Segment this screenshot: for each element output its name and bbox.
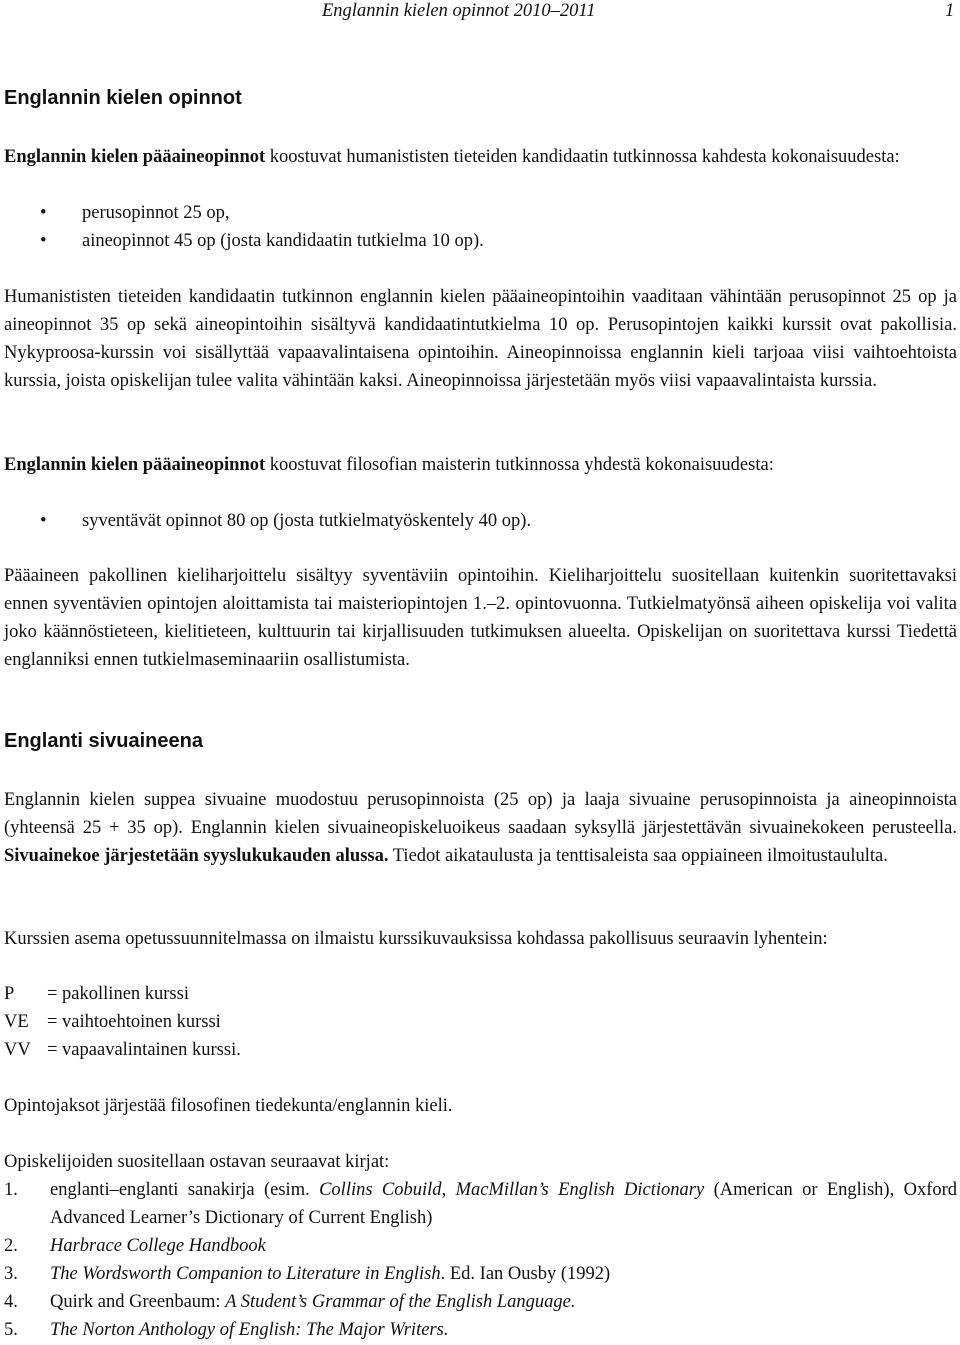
item-number: 2.: [4, 1236, 18, 1256]
intro-bold: Englannin kielen pääaineopinnot: [4, 147, 266, 167]
list-item: • syventävät opinnot 80 op (josta tutkielmatyöskentely 40 op).: [4, 507, 531, 535]
list-item: [4, 1232, 957, 1260]
practice-paragraph: Pääaineen pakollinen kieliharjoittelu sisältyy syventäviin opintoihin. Kieliharjoittelu suositellaan kuitenkin suoritettavaksi ennen syventävien opintojen aloittamista tai maisteriopintojen 1.–2. opintovuonna. Tutkielmatyönsä aiheen opiskelija voi valita joko käännöstieteen, kielitieteen, kulttuurin tai kirjallisuuden tutkimuksen alueelta. Opiskelijan on suoritettava kurssi Tiedettä englanniksi ennen tutkielmaseminaariin osallistumista.: [4, 566, 957, 670]
abbreviation-list: [4, 980, 241, 1064]
list-item: [4, 1316, 957, 1344]
list-item: [4, 1176, 957, 1232]
abbr-value: = vaihtoehtoinen kurssi: [47, 1012, 221, 1032]
minor-bold: Sivuainekoe järjestetään syyslukukauden alussa.: [4, 846, 389, 866]
book-title: The Norton Anthology of English: The Major Writers.: [50, 1320, 449, 1340]
book-title: Harbrace College Handbook: [50, 1236, 266, 1256]
abbreviation-row: [4, 980, 241, 1008]
book-title: MacMillan’s English Dictionary: [455, 1180, 705, 1200]
section-heading-english-studies: Englannin kielen opinnot: [4, 87, 242, 109]
minor-text-a: Englannin kielen suppea sivuaine muodostuu perusopinnoista (25 op) ja laaja sivuaine perusopinnoista ja aineopinnoista (yhteensä 25 + 35 op). Englannin kielen sivuaineopiskeluoikeus saadaan syksyllä järjestettävän sivuainekokeen perusteella.: [4, 790, 957, 838]
master-bold: Englannin kielen pääaineopinnot: [4, 455, 266, 475]
abbr-value: = pakollinen kurssi: [47, 984, 189, 1004]
section-heading-minor: Englanti sivuaineena: [4, 730, 203, 752]
book-title: Collins Cobuild: [319, 1180, 442, 1200]
item-number: 4.: [4, 1292, 18, 1312]
intro-rest: koostuvat humanististen tieteiden kandidaatin tutkinnossa kahdesta kokonaisuudesta:: [265, 147, 900, 167]
intro-paragraph: [4, 143, 957, 171]
item-number: 1.: [4, 1180, 18, 1200]
abbr-value: = vapaavalintainen kurssi.: [47, 1040, 241, 1060]
book-text: Quirk and Greenbaum:: [50, 1292, 226, 1312]
list-item: • perusopinnot 25 op,: [4, 199, 484, 227]
abbr-key: P: [4, 984, 15, 1004]
master-bullets: [4, 507, 531, 535]
book-text: . Ed. Ian Ousby (1992): [440, 1264, 611, 1284]
master-rest: koostuvat filosofian maisterin tutkinnossa yhdestä kokonaisuudesta:: [265, 455, 774, 475]
organizer-paragraph: Opintojaksot järjestää filosofinen tiedekunta/englannin kieli.: [4, 1096, 453, 1116]
minor-text-b: Tiedot aikataulusta ja tenttisaleista saa oppiaineen ilmoitustaululta.: [388, 846, 888, 866]
abbreviation-row: [4, 1008, 241, 1036]
book-text: ,: [441, 1180, 456, 1200]
abbr-key: VV: [4, 1040, 31, 1060]
book-title: A Student’s Grammar of the English Language.: [225, 1292, 576, 1312]
page-number: 1: [945, 1, 955, 21]
item-number: 5.: [4, 1320, 18, 1340]
abbr-key: VE: [4, 1012, 29, 1032]
minor-paragraph: [4, 786, 957, 870]
book-text: englanti–englanti sanakirja (esim.: [50, 1180, 320, 1200]
item-number: 3.: [4, 1264, 18, 1284]
list-item: [4, 1288, 957, 1316]
list-item: • aineopinnot 45 op (josta kandidaatin tutkielma 10 op).: [4, 227, 484, 255]
books-intro: Opiskelijoiden suositellaan ostavan seuraavat kirjat:: [4, 1152, 390, 1172]
book-text: (American or English), Oxford Advanced Learner’s Dictionary of Current English): [50, 1180, 958, 1228]
header-title: Englannin kielen opinnot 2010–2011: [322, 1, 596, 21]
master-intro-paragraph: [4, 451, 957, 479]
list-item: [4, 1260, 957, 1288]
bachelor-requirements-paragraph: Humanististen tieteiden kandidaatin tutkinnon englannin kielen pääaineopintoihin vaaditaan vähintään perusopinnot 25 op ja aineopinnot 35 op sekä aineopintoihin sisältyvä kandidaatintutkielma 10 op. Perusopintojen kaikki kurssit ovat pakollisia. Nykyproosa-kurssin voi sisällyttää vapaavalintaisena opintoihin. Aineopinnoissa englannin kieli tarjoaa viisi vaihtoehtoista kurssia, joista opiskelijan tulee valita vähintään kaksi. Aineopinnoissa järjestetään myös viisi vapaavalintaista kurssia.: [4, 287, 957, 391]
abbreviations-intro: Kurssien asema opetussuunnitelmassa on ilmaistu kurssikuvauksissa kohdassa pakollisuus seuraavin lyhentein:: [4, 929, 828, 949]
book-title: The Wordsworth Companion to Literature in English: [50, 1264, 441, 1284]
abbreviation-row: [4, 1036, 241, 1064]
bachelor-bullets: [4, 199, 484, 255]
book-list: [4, 1176, 957, 1344]
